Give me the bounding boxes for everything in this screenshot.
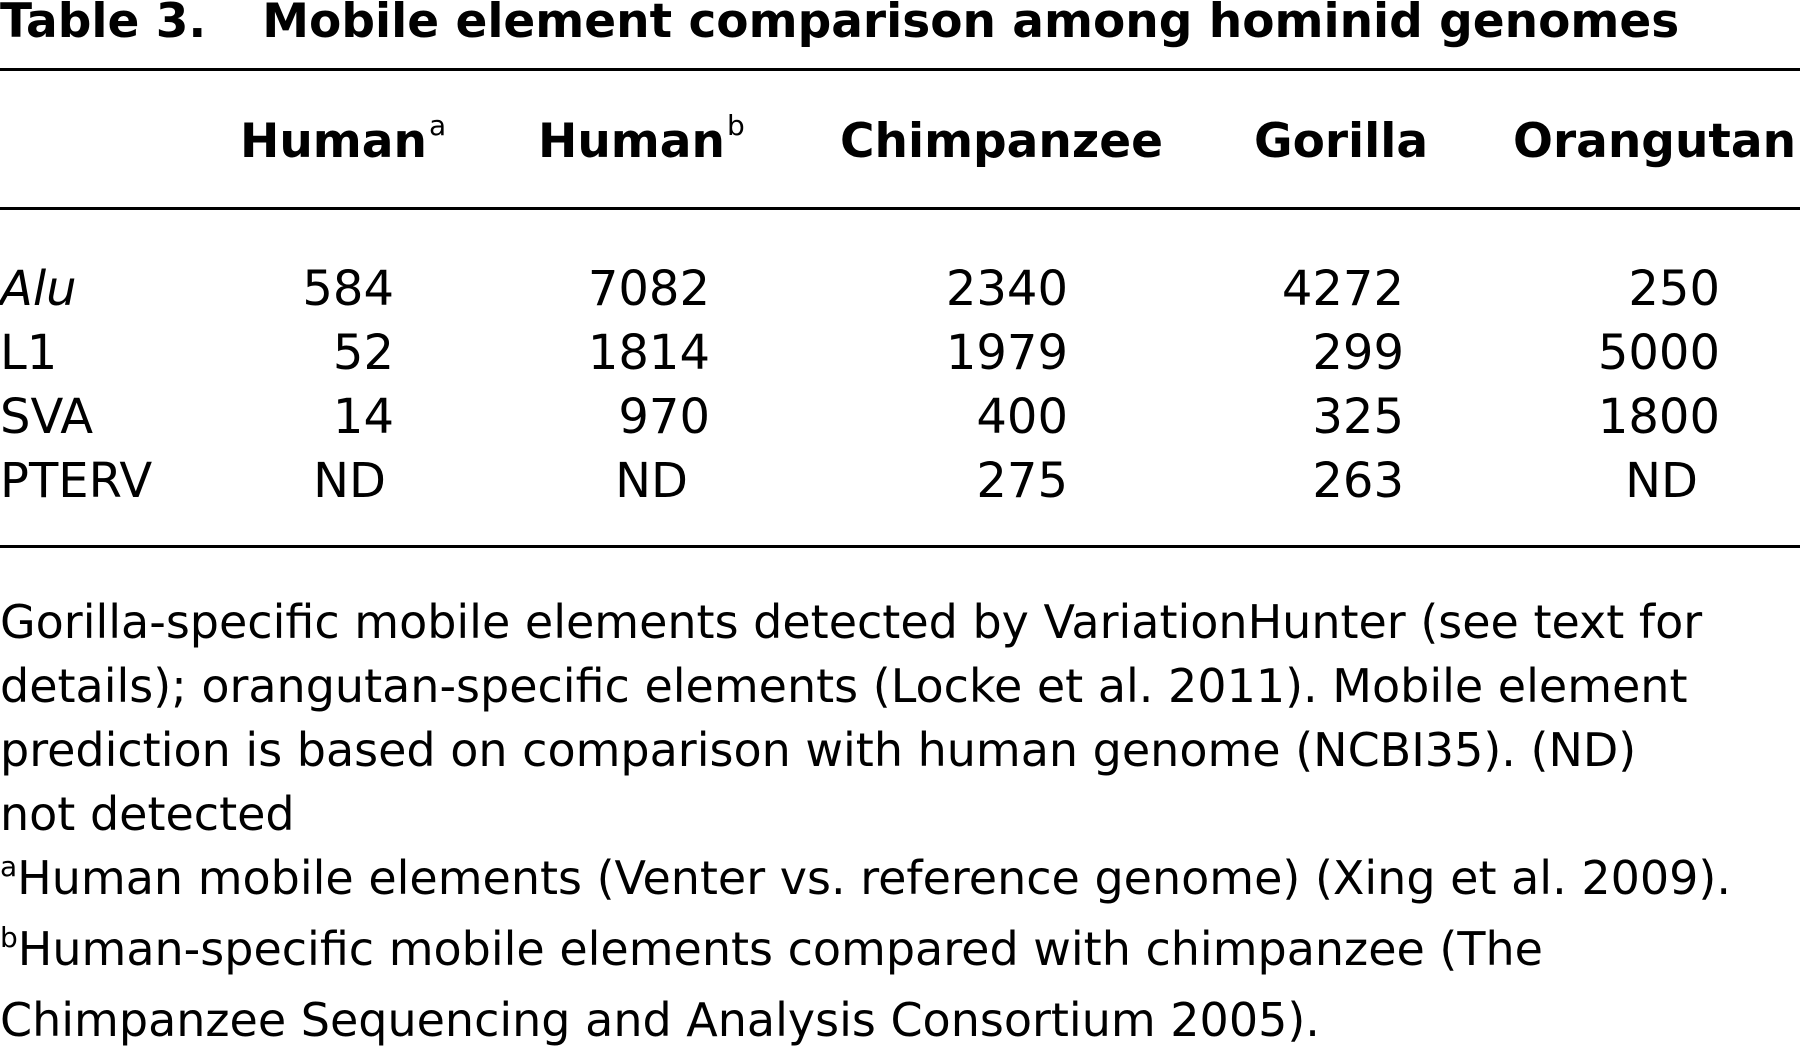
footnote-line: not detected: [0, 787, 295, 841]
column-header-human-b: Human$^b$: [538, 109, 745, 169]
table-cell: 970: [618, 389, 710, 445]
footnote-mark-a: a: [428, 109, 447, 142]
table-cell: 52: [332, 325, 394, 381]
table-cell: 325: [1312, 389, 1404, 445]
table-row-pterv: [0, 450, 1800, 512]
row-label: PTERV: [0, 453, 153, 509]
table-caption: [0, 0, 1679, 52]
table-caption-label: Table 3.: [0, 0, 207, 49]
table-cell: 1814: [587, 325, 710, 381]
table-cell: ND: [313, 453, 386, 509]
table-row-alu: [0, 258, 1800, 320]
footnote-mark-b: b: [726, 109, 745, 142]
footnote-b-continued: Chimpanzee Sequencing and Analysis Consortium 2005).: [0, 993, 1320, 1047]
table-cell: 14: [332, 389, 394, 445]
footnote-b-mark: b: [0, 921, 18, 954]
header-rule: [0, 207, 1800, 210]
footnote-line: Gorilla-specific mobile elements detected by VariationHunter (see text for: [0, 595, 1703, 649]
row-label: SVA: [0, 389, 94, 445]
top-rule: [0, 68, 1800, 71]
table-cell: 4272: [1281, 261, 1404, 317]
table-cell: 7082: [587, 261, 710, 317]
row-label: Alu: [0, 261, 77, 317]
table-cell: 250: [1628, 261, 1720, 317]
footnote-b: $^b$Human-specific mobile elements compared with chimpanzee (The: [0, 921, 1543, 976]
row-label: L1: [0, 325, 58, 381]
bottom-rule: [0, 545, 1800, 548]
table-cell: 2340: [945, 261, 1068, 317]
table-cell: 299: [1312, 325, 1404, 381]
table-footnotes: [0, 590, 1800, 1052]
footnote-a: $^a$Human mobile elements (Venter vs. reference genome) (Xing et al. 2009).: [0, 850, 1731, 905]
table-cell: 1979: [945, 325, 1068, 381]
table-cell: 5000: [1597, 325, 1720, 381]
table-cell: 1800: [1597, 389, 1720, 445]
table-row-sva: [0, 386, 1800, 448]
column-header-gorilla: Gorilla: [1254, 114, 1429, 169]
column-header-human-a: Human$^a$: [240, 109, 447, 169]
table-row-l1: [0, 322, 1800, 384]
table-caption-title: Mobile element comparison among hominid genomes: [262, 0, 1680, 49]
column-header-orangutan: Orangutan: [1513, 114, 1797, 169]
table-cell: ND: [1625, 453, 1698, 509]
table-cell: 263: [1312, 453, 1404, 509]
table-cell: 400: [976, 389, 1068, 445]
table-cell: ND: [615, 453, 688, 509]
footnote-line: details); orangutan-specific elements (Locke et al. 2011). Mobile element: [0, 659, 1688, 713]
table-cell: 584: [302, 261, 394, 317]
footnote-line: prediction is based on comparison with human genome (NCBI35). (ND): [0, 723, 1637, 777]
footnote-a-mark: a: [0, 850, 18, 883]
table-cell: 275: [976, 453, 1068, 509]
column-header-chimpanzee: Chimpanzee: [840, 114, 1163, 169]
